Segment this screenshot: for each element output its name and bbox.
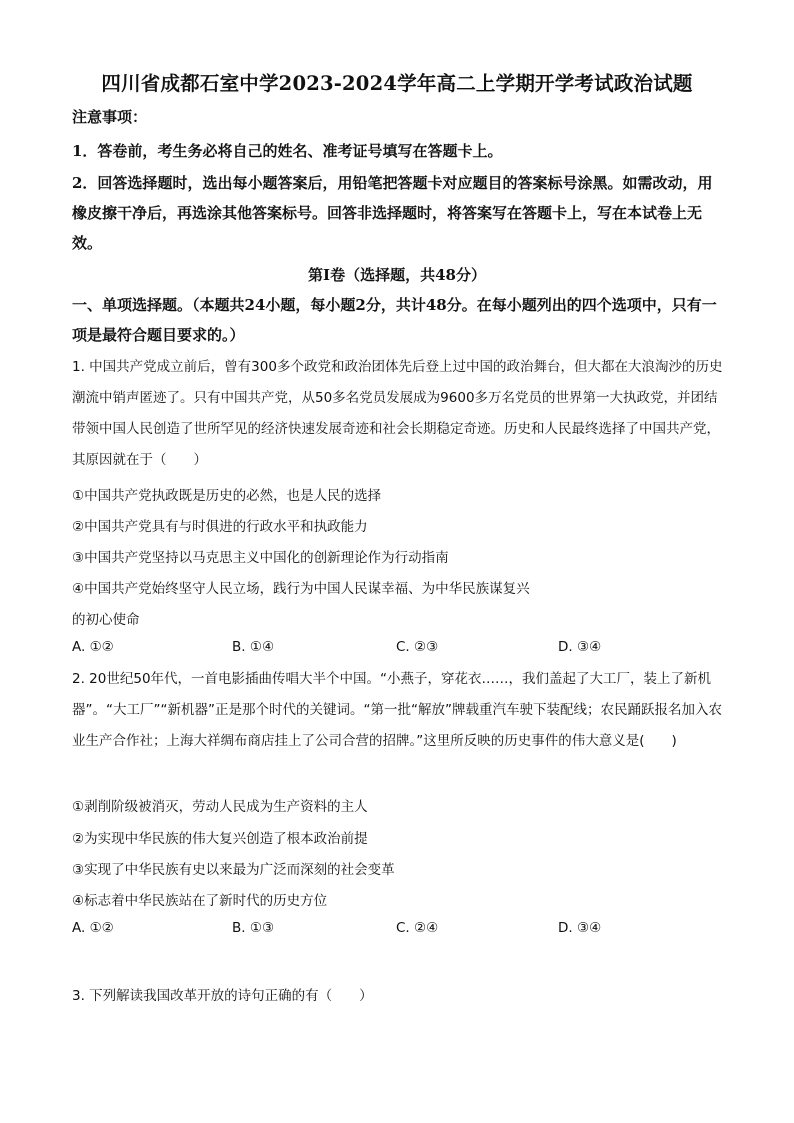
question-1-item-4: ④中国共产党始终坚守人民立场，践行为中国人民谋幸福、为中华民族谋复兴 bbox=[72, 581, 530, 597]
question-1-option-d: D. ③④ bbox=[558, 639, 602, 655]
question-2-stem: 2. 20世纪50年代，一首电影插曲传唱大半个中国。“小燕子，穿花衣……，我们盖起了大工厂，装上了新机器”。“大工厂”“新机器”正是那个时代的关键词。“第一批“解放”牌载重汽车驶下装配线；农民踊跃报名加入农业生产合作社；上海大祥绸布商店挂上了公司合营的招牌。”这里所反映的历史事件的伟大意义是( ) bbox=[72, 671, 722, 749]
question-1-option-a: A. ①② bbox=[72, 639, 114, 655]
question-1-option-b: B. ①④ bbox=[232, 639, 275, 655]
question-1-item-3: ③中国共产党坚持以马克思主义中国化的创新理论作为行动指南 bbox=[72, 550, 449, 566]
notice-item-1: 1．答卷前，考生务必将自己的姓名、准考证号填写在答题卡上。 bbox=[72, 142, 503, 160]
question-2-item-2: ②为实现中华民族的伟大复兴创造了根本政治前提 bbox=[72, 831, 368, 847]
question-1-option-c: C. ②③ bbox=[396, 639, 439, 655]
question-2-item-3: ③实现了中华民族有史以来最为广泛而深刻的社会变革 bbox=[72, 862, 395, 878]
question-2-option-a: A. ①② bbox=[72, 920, 114, 936]
question-2-option-c: C. ②④ bbox=[396, 920, 439, 936]
question-1-item-4-cont: 的初心使命 bbox=[72, 612, 140, 628]
part-heading: 一、单项选择题。（本题共24小题，每小题2分，共计48分。在每小题列出的四个选项中，只有一项是最符合题目要求的。） bbox=[72, 296, 717, 344]
notice-item-2: 2．回答选择题时，选出每小题答案后，用铅笔把答题卡对应题目的答案标号涂黑。如需改动，用橡皮擦干净后，再选涂其他答案标号。回答非选择题时，将答案写在答题卡上，写在本试卷上无效。 bbox=[72, 174, 713, 252]
question-2-option-d: D. ③④ bbox=[558, 920, 602, 936]
question-3-stem: 3. 下列解读我国改革开放的诗句正确的有（ ） bbox=[72, 988, 373, 1004]
question-2-option-b: B. ①③ bbox=[232, 920, 275, 936]
question-1-stem: 1. 中国共产党成立前后，曾有300多个政党和政治团体先后登上过中国的政治舞台，但大都在大浪淘沙的历史潮流中销声匿迹了。只有中国共产党，从50多名党员发展成为9600多万名党员的世界第一大执政党，并团结带领中国人民创造了世所罕见的经济快速发展奇迹和社会长期稳定奇迹。历史和人民最终选择了中国共产党，其原因就在于（ ） bbox=[72, 359, 723, 468]
notice-heading: 注意事项： bbox=[72, 108, 148, 126]
page-title: 四川省成都石室中学2023-2024学年高二上学期开学考试政治试题 bbox=[101, 72, 693, 95]
question-1-item-1: ①中国共产党执政既是历史的必然，也是人民的选择 bbox=[72, 488, 382, 504]
question-1-item-2: ②中国共产党具有与时俱进的行政水平和执政能力 bbox=[72, 519, 368, 535]
question-2-item-1: ①剥削阶级被消灭，劳动人民成为生产资料的主人 bbox=[72, 799, 368, 815]
question-2-item-4: ④标志着中华民族站在了新时代的历史方位 bbox=[72, 893, 328, 909]
section-title: 第Ⅰ卷（选择题，共48分） bbox=[308, 266, 486, 284]
